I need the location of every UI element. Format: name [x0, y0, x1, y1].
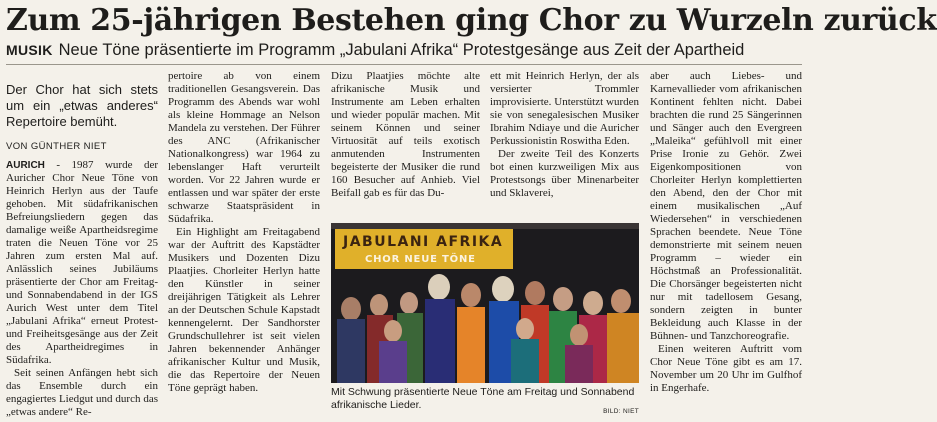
column-2 [168, 70, 320, 395]
column-1 [6, 70, 158, 419]
column-5 [650, 70, 802, 395]
headline: Zum 25-jährigen Bestehen ging Chor zu Wurzeln zurück [6, 3, 937, 38]
kicker: MUSIK [6, 42, 53, 58]
paragraph: AURICH - 1987 wurde der Auricher Chor Neue Töne von Heinrich Herlyn aus der Taufe gehoben. Mit südafrikanischen Befreiungsliedern gegen das damalige weiße Apartheidsregime traten die Neuen Töne vor 25 Jahren zum ersten Mal auf. Anlässlich seines Jubiläums präsentierte der Chor am Freitag- und Sonnabendabend in der IGS Aurich West unter dem Titel „Jabulani Afrika“ erneut Protest- und Freiheitsgesänge aus der Zeit des Apartheidregimes in Südafrika. [6, 159, 158, 366]
divider [6, 64, 802, 65]
teaser: Der Chor hat sich stets um ein „etwas anderes“ Repertoire bemüht. [6, 82, 158, 129]
choir-photo [331, 223, 639, 383]
column-3 [331, 70, 480, 200]
subheadline: Neue Töne präsentierte im Programm „Jabulani Afrika“ Protestgesänge aus Zeit der Apartheid [58, 41, 745, 59]
banner-subtitle: CHOR NEUE TÖNE [365, 254, 476, 265]
subheadline-row [6, 40, 802, 60]
paragraph: Seit seinen Anfängen hebt sich das Ensemble durch ein engagiertes Liedgut und durch das „etwas andere“ Re- [6, 367, 158, 418]
caption-text: Mit Schwung präsentierte Neue Töne am Freitag und Sonnabend afrikanische Lieder. [331, 386, 635, 411]
photo-caption [331, 386, 639, 418]
paragraph: Einen weiteren Auftritt vom Chor Neue Töne gibt es am 17. November um 20 Uhr im Gulfhof in Engerhafe. [650, 343, 802, 394]
paragraph: ett mit Heinrich Herlyn, der als versierter Trommler improvisierte. Unterstützt wurden sie von senegalesischen Musiker Ibrahim Ndiaye und die Auricher Perkussionistin Roswitha Eden. [490, 70, 639, 147]
column-4 [490, 70, 639, 200]
choir-illustration [331, 223, 639, 383]
paragraph: aber auch Liebes- und Karnevallieder vom afrikanischen Kontinent fehlten nicht. Dabei brachten die rund 25 Sängerinnen und Sänger auch den Evergreen „Maleika“ gefühlvoll mit einer Prise Ironie zu Gehör. Zwei Eigenkompositionen von Chorleiter Herlyn komplettierten den Abend, den der Chor mit einem musikalischen „Auf Wiedersehen“ in verschiedenen Sprachen beendete. Neue Töne demonstrierte mit seinem neuen Programm – wieder ein Höchstmaß an Professionalität. Die Chorsänger begeisterten nicht nur mit tadellosem Gesang, sondern zeigten in bunter Bekleidung auch Klasse in der Bühnen- und Tanzchoreografie. [650, 70, 802, 342]
paragraph: Ein Highlight am Freitagabend war der Auftritt des Kapstädter Musikers und Dozenten Dizu Plaatjies. Chorleiter Herlyn hatte den Künstler in seiner dreijährigen Tätigkeit als Lehrer an der Deutschen Schule Kapstadt kennengelernt. Der Sandhorster Grundschullehrer ist seit vielen Jahren bekennender Anhänger afrikanischer Kultur und Musik, die das Repertoire der Neuen Töne geprägt haben. [168, 226, 320, 394]
dateline: AURICH [6, 160, 45, 171]
paragraph: pertoire ab von einem traditionellen Gesangsverein. Das Programm des Abends war wohl als kleine Hommage an Nelson Mandela zu verstehen. Der Führer des ANC (Afrikanischer Nationalkongress) war 1964 zu lebenslanger Haft verurteilt worden. Vor 22 Jahren wurde er entlassen und war später der erste schwarze Staatspräsident in Südafrika. [168, 70, 320, 225]
banner-title: JABULANI AFRIKA [343, 234, 504, 250]
paragraph: Der zweite Teil des Konzerts bot einen kurzweiligen Mix aus Protestsongs über Minenarbeiter und Sklaverei, [490, 148, 639, 199]
author-byline: VON GÜNTHER NIET [6, 141, 107, 152]
paragraph: Dizu Plaatjies möchte alte afrikanische Musik und Instrumente am Leben erhalten und wieder populär machen. Mit seinem Können und seiner Virtuosität auf teils exotisch anmutenden Instrumenten begeisterte der Musiker die rund 160 Besucher auf Anhieb. Viel Beifall gab es für das Du- [331, 70, 480, 199]
photo-credit: BILD: NIET [603, 408, 639, 415]
